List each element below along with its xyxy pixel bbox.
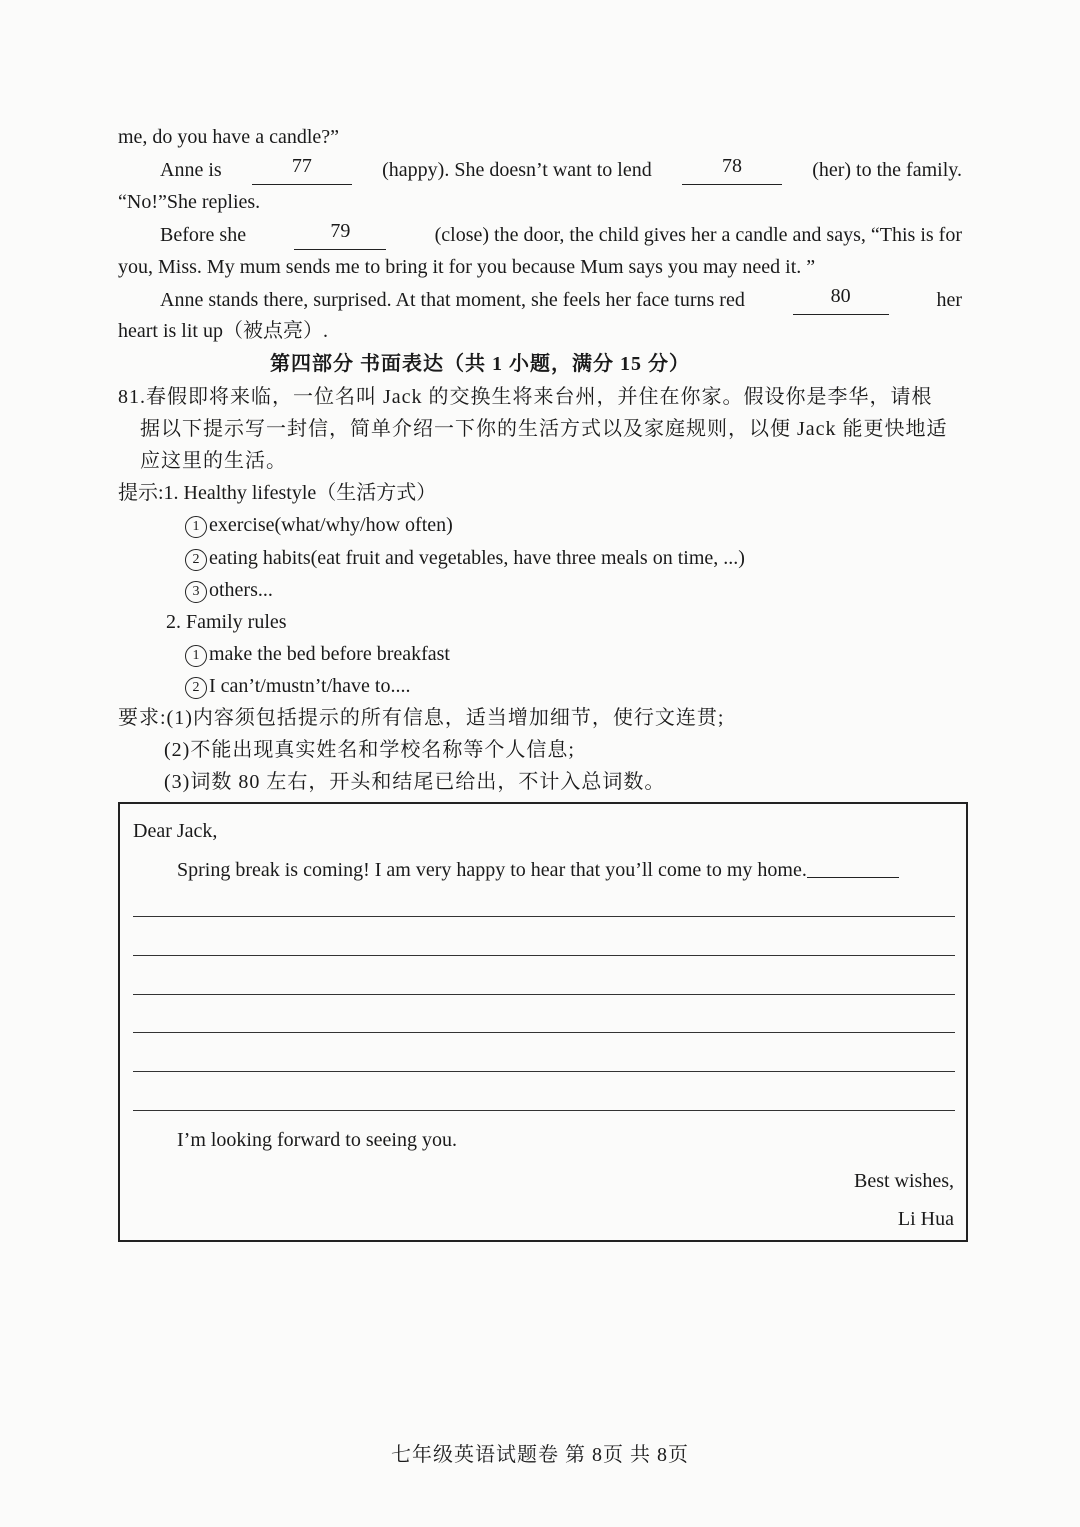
letter-signature: Li Hua <box>897 1208 954 1230</box>
letter-opening-text: Spring break is coming! I am very happy to hear that you’ll come to my home. <box>177 859 807 881</box>
passage-line-7: heart is lit up（被点亮）. <box>118 320 328 342</box>
circled-number: 3 <box>185 581 207 603</box>
passage-text: her <box>936 289 962 311</box>
hint-item <box>185 639 450 669</box>
letter-greeting: Dear Jack, <box>133 820 218 842</box>
question-line-3: 应这里的生活。 <box>140 450 287 472</box>
passage-line-2 <box>160 155 962 185</box>
passage-text: Anne stands there, surprised. At that moment, she feels her face turns red <box>160 289 745 311</box>
requirement-2: (2)不能出现真实姓名和学校名称等个人信息; <box>164 739 575 761</box>
passage-text: Before she <box>160 224 247 246</box>
circled-number: 1 <box>185 645 207 667</box>
circled-number: 1 <box>185 516 207 538</box>
writing-blank[interactable] <box>807 859 899 878</box>
writing-line[interactable] <box>133 994 955 995</box>
question-line-1: 81.春假即将来临，一位名叫 Jack 的交换生将来台州，并住在你家。假设你是李华，请根 <box>118 386 933 408</box>
section-heading: 第四部分 书面表达（共 1 小题，满分 15 分） <box>270 353 690 375</box>
answer-blank-79: 79 <box>294 220 386 250</box>
writing-line[interactable] <box>133 955 955 956</box>
answer-blank-77: 77 <box>252 155 352 185</box>
passage-text: (close) the door, the child gives her a candle and says, “This is for <box>434 224 962 246</box>
writing-line[interactable] <box>133 916 955 917</box>
hint-text: I can’t/mustn’t/have to.... <box>209 675 411 697</box>
answer-blank-78: 78 <box>682 155 782 185</box>
letter-opening <box>177 855 899 885</box>
writing-line[interactable] <box>133 1071 955 1072</box>
hint-item <box>185 510 453 540</box>
passage-text: (her) to the family. <box>812 159 962 181</box>
hint-text: exercise(what/why/how often) <box>209 514 453 536</box>
question-line-2: 据以下提示写一封信，简单介绍一下你的生活方式以及家庭规则，以便 Jack 能更快地适 <box>140 418 948 440</box>
passage-text: Anne is <box>160 159 222 181</box>
hint-text: eating habits(eat fruit and vegetables, have three meals on time, ...) <box>209 547 745 569</box>
passage-line-3: “No!”She replies. <box>118 191 261 213</box>
hint-item <box>185 575 273 605</box>
passage-line-1: me, do you have a candle?” <box>118 126 340 148</box>
writing-line[interactable] <box>133 1032 955 1033</box>
circled-number: 2 <box>185 549 207 571</box>
passage-line-5: you, Miss. My mum sends me to bring it for you because Mum says you may need it. ” <box>118 256 816 278</box>
page-footer: 七年级英语试题卷 第 8页 共 8页 <box>391 1444 689 1466</box>
passage-line-4 <box>160 220 962 250</box>
hint-item <box>185 671 410 701</box>
hint-heading-1: 提示:1. Healthy lifestyle（生活方式） <box>118 482 437 504</box>
letter-closing: I’m looking forward to seeing you. <box>177 1129 457 1151</box>
circled-number: 2 <box>185 677 207 699</box>
hint-heading-2: 2. Family rules <box>166 611 287 633</box>
letter-signoff: Best wishes, <box>854 1170 954 1192</box>
answer-blank-80: 80 <box>793 285 889 315</box>
writing-line[interactable] <box>133 1110 955 1111</box>
requirement-3: (3)词数 80 左右，开头和结尾已给出，不计入总词数。 <box>164 771 666 793</box>
passage-text: (happy). She doesn’t want to lend <box>382 159 652 181</box>
hint-item <box>185 543 745 573</box>
passage-line-6 <box>160 285 962 315</box>
hint-text: make the bed before breakfast <box>209 643 450 665</box>
hint-text: others... <box>209 579 273 601</box>
requirement-1: 要求:(1)内容须包括提示的所有信息，适当增加细节，使行文连贯; <box>118 707 725 729</box>
